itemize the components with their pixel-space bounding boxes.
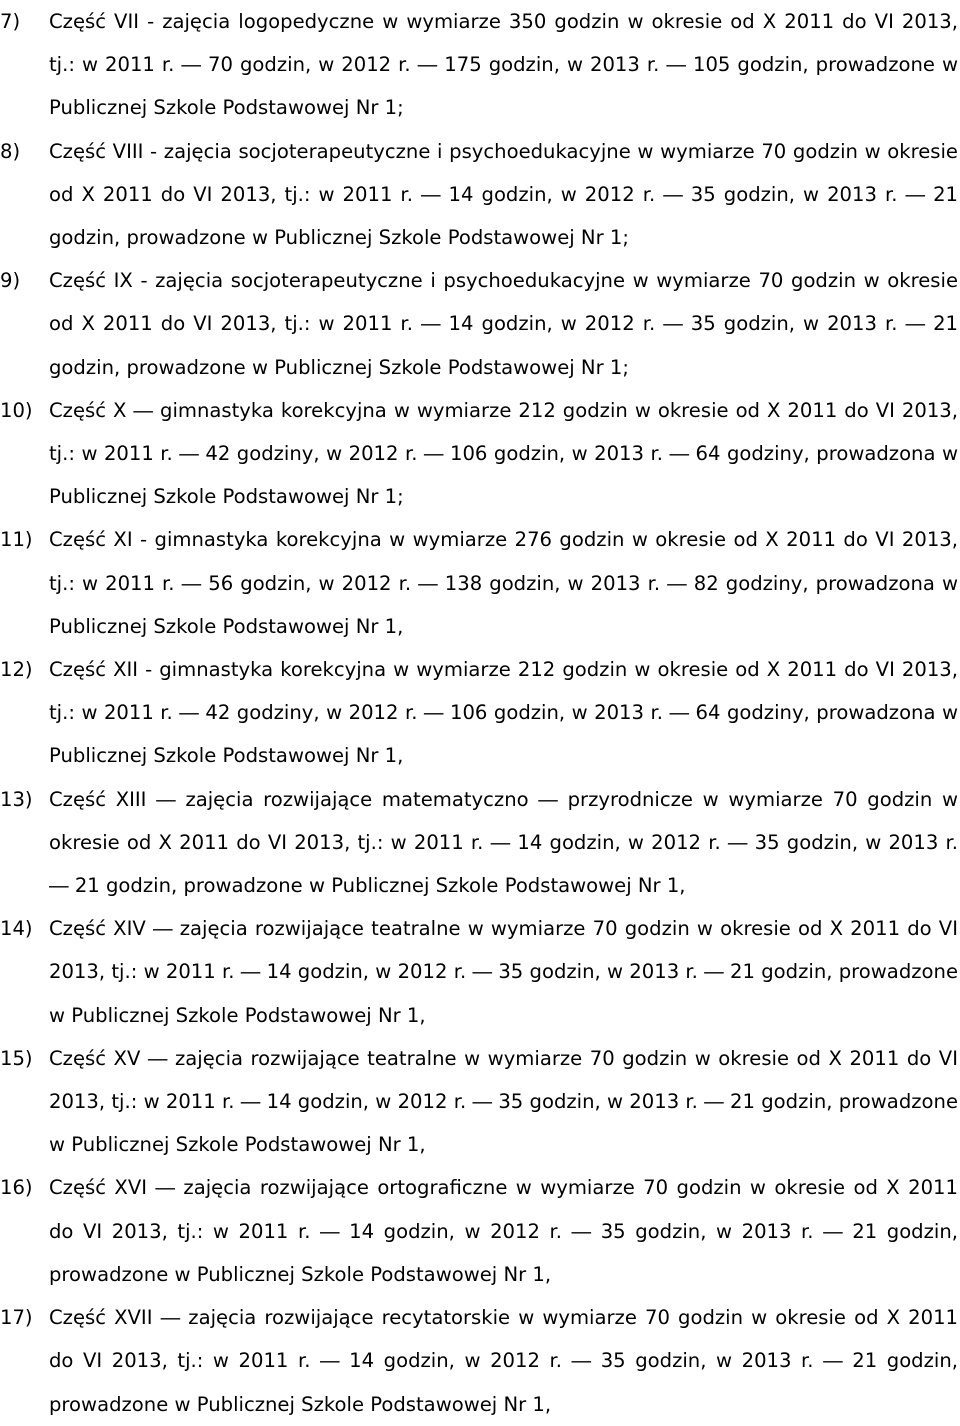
list-item [0, 778, 960, 908]
list-item-number: 16) [0, 1176, 33, 1200]
list-item [0, 907, 960, 1037]
list-item [0, 130, 960, 260]
list-item-number: 10) [0, 398, 33, 422]
list-item [0, 648, 960, 778]
list-item-number: 12) [0, 658, 33, 682]
list-item-text: Część X ― gimnastyka korekcyjna w wymiarze 212 godzin w okresie od X 2011 do VI 2013, tj.: w 2011 r. ― 42 godziny, w 2012 r. ― 106 godzin, w 2013 r. ― 64 godziny, prowadzona w Publicznej Szkole Podstawowej Nr 1; [49, 398, 958, 509]
list-item-number: 11) [0, 528, 33, 552]
list-item [0, 259, 960, 389]
list-item-number: 17) [0, 1306, 33, 1330]
list-item [0, 1296, 960, 1426]
list-item-number: 14) [0, 917, 33, 941]
list-item-text: Część XI - gimnastyka korekcyjna w wymiarze 276 godzin w okresie od X 2011 do VI 2013, tj.: w 2011 r. ― 56 godzin, w 2012 r. ― 138 godzin, w 2013 r. ― 82 godziny, prowadzona w Publicznej Szkole Podstawowej Nr 1, [49, 528, 958, 638]
list-item-text: Część XVII ― zajęcia rozwijające recytatorskie w wymiarze 70 godzin w okresie od X 2011 do VI 2013, tj.: w 2011 r. ― 14 godzin, w 2012 r. ― 35 godzin, w 2013 r. ― 21 godzin, prowadzone w Publicznej Szkole Podstawowej Nr 1, [49, 1306, 958, 1416]
list-item-number: 15) [0, 1046, 33, 1070]
list-item-number: 8) [0, 139, 21, 163]
list-item [0, 389, 960, 519]
list-item-text: Część IX - zajęcia socjoterapeutyczne i psychoedukacyjne w wymiarze 70 godzin w okresie od X 2011 do VI 2013, tj.: w 2011 r. ― 14 godzin, w 2012 r. ― 35 godzin, w 2013 r. ― 21 godzin, prowadzone w Publicznej Szkole Podstawowej Nr 1; [49, 269, 958, 379]
list-item-text: Część VIII - zajęcia socjoterapeutyczne i psychoedukacyjne w wymiarze 70 godzin w okresie od X 2011 do VI 2013, tj.: w 2011 r. ― 14 godzin, w 2012 r. ― 35 godzin, w 2013 r. ― 21 godzin, prowadzone w Publicznej Szkole Podstawowej Nr 1; [49, 139, 958, 250]
list-item-text: Część XIV ― zajęcia rozwijające teatralne w wymiarze 70 godzin w okresie od X 2011 do VI 2013, tj.: w 2011 r. ― 14 godzin, w 2012 r. ― 35 godzin, w 2013 r. ― 21 godzin, prowadzone w Publicznej Szkole Podstawowej Nr 1, [49, 917, 958, 1027]
list-item-text: Część XVI ― zajęcia rozwijające ortograficzne w wymiarze 70 godzin w okresie od X 2011 do VI 2013, tj.: w 2011 r. ― 14 godzin, w 2012 r. ― 35 godzin, w 2013 r. ― 21 godzin, prowadzone w Publicznej Szkole Podstawowej Nr 1, [49, 1176, 958, 1286]
list-item-text: Część XII - gimnastyka korekcyjna w wymiarze 212 godzin w okresie od X 2011 do VI 2013, tj.: w 2011 r. ― 42 godziny, w 2012 r. ― 106 godzin, w 2013 r. ― 64 godziny, prowadzona w Publicznej Szkole Podstawowej Nr 1, [49, 658, 958, 768]
list-item [0, 518, 960, 648]
list-item [0, 1037, 960, 1167]
list-item-text: Część XIII ― zajęcia rozwijające matematyczno ― przyrodnicze w wymiarze 70 godzin w okresie od X 2011 do VI 2013, tj.: w 2011 r. ― 14 godzin, w 2012 r. ― 35 godzin, w 2013 r. ― 21 godzin, prowadzone w Publicznej Szkole Podstawowej Nr 1, [49, 787, 958, 898]
list-item-number: 9) [0, 269, 21, 293]
list-item [0, 1166, 960, 1296]
list-item-text: Część XV ― zajęcia rozwijające teatralne w wymiarze 70 godzin w okresie od X 2011 do VI 2013, tj.: w 2011 r. ― 14 godzin, w 2012 r. ― 35 godzin, w 2013 r. ― 21 godzin, prowadzone w Publicznej Szkole Podstawowej Nr 1, [49, 1046, 958, 1157]
list-item-number: 7) [0, 10, 21, 33]
list-item-text: Część VII - zajęcia logopedyczne w wymiarze 350 godzin w okresie od X 2011 do VI 2013, tj.: w 2011 r. ― 70 godzin, w 2012 r. ― 175 godzin, w 2013 r. ― 105 godzin, prowadzone w Publicznej Szkole Podstawowej Nr 1; [49, 10, 958, 120]
list-item [0, 0, 960, 130]
list-item-number: 13) [0, 787, 33, 811]
